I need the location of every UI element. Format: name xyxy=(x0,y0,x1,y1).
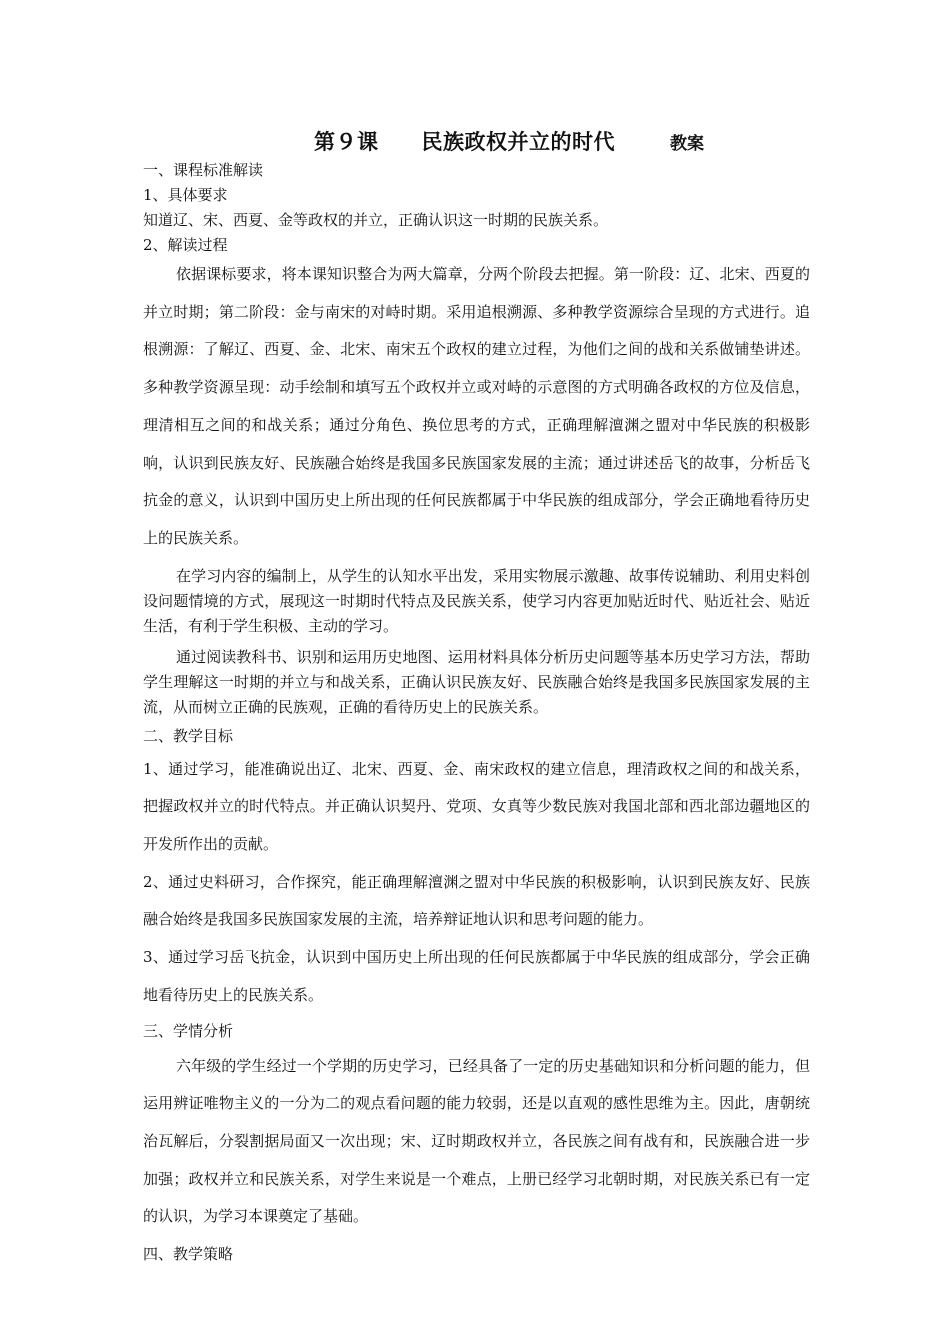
objective-item-2: 2、通过史料研习，合作探究，能正确理解澶渊之盟对中华民族的积极影响，认识到民族友好、民族融合始终是我国多民族国家发展的主流，培养辩证地认识和思考问题的能力。 xyxy=(143,872,810,929)
interpretation-paragraph-3: 通过阅读教科书、识别和运用历史地图、运用材料具体分析历史问题等基本历史学习方法，帮助学生理解这一时期的并立与和战关系，正确认识民族友好、民族融合始终是我国多民族国家发展的主流，从而树立正确的民族观，正确的看待历史上的民族关系。 xyxy=(143,647,810,716)
title-row xyxy=(143,120,810,158)
subheading-interpretation: 2、解读过程 xyxy=(143,236,228,254)
document-page xyxy=(143,120,810,1267)
learner-analysis-paragraph: 六年级的学生经过一个学期的历史学习，已经具备了一定的历史基础知识和分析问题的能力，但运用辨证唯物主义的一分为二的观点看问题的能力较弱，还是以直观的感性思维为主。因此，唐朝统治瓦解后，分裂割据局面又一次出现；宋、辽时期政权并立，各民族之间有战有和，民族融合进一步加强；政权并立和民族关系，对学生来说是一个难点，上册已经学习北朝时期，对民族关系已有一定的认识，为学习本课奠定了基础。 xyxy=(143,1056,810,1226)
section-heading-objectives: 二、教学目标 xyxy=(143,726,234,745)
section-heading-strategy: 四、教学策略 xyxy=(143,1245,234,1264)
section-heading-learner-analysis: 三、学情分析 xyxy=(143,1021,234,1040)
requirements-text: 知道辽、宋、西夏、金等政权的并立，正确认识这一时期的民族关系。 xyxy=(143,211,609,229)
title-suffix: 教案 xyxy=(670,134,704,154)
subheading-requirements: 1、具体要求 xyxy=(143,186,228,204)
page-title: 第９课 民族政权并立的时代 xyxy=(314,130,615,154)
objective-item-3: 3、通过学习岳飞抗金，认识到中国历史上所出现的任何民族都属于中华民族的组成部分，学会正确地看待历史上的民族关系。 xyxy=(143,948,810,1004)
interpretation-paragraph-1: 依据课标要求，将本课知识整合为两大篇章，分两个阶段去把握。第一阶段：辽、北宋、西夏的并立时期；第二阶段：金与南宋的对峙时期。采用追根溯源、多种教学资源综合呈现的方式进行。追根溯源：了解辽、西夏、金、北宋、南宋五个政权的建立过程，为他们之间的战和关系做铺垫讲述。多种教学资源呈现：动手绘制和填写五个政权并立或对峙的示意图的方式明确各政权的方位及信息，理清相互之间的和战关系；通过分角色、换位思考的方式，正确理解澶渊之盟对中华民族的积极影响，认识到民族友好、民族融合始终是我国多民族国家发展的主流；通过讲述岳飞的故事，分析岳飞抗金的意义，认识到中国历史上所出现的任何民族都属于中华民族的组成部分，学会正确地看待历史上的民族关系。 xyxy=(143,265,810,547)
section-heading-curriculum: 一、课程标准解读 xyxy=(143,161,264,179)
interpretation-paragraph-2: 在学习内容的编制上，从学生的认知水平出发，采用实物展示激趣、故事传说辅助、利用史料创设问题情境的方式，展现这一时期时代特点及民族关系，使学习内容更加贴近时代、贴近社会、贴近生活，有利于学生积极、主动的学习。 xyxy=(143,566,810,635)
objective-item-1: 1、通过学习，能准确说出辽、北宋、西夏、金、南宋政权的建立信息，理清政权之间的和战关系，把握政权并立的时代特点。并正确认识契丹、党项、女真等少数民族对我国北部和西北部边疆地区的开发所作出的贡献。 xyxy=(143,759,810,854)
